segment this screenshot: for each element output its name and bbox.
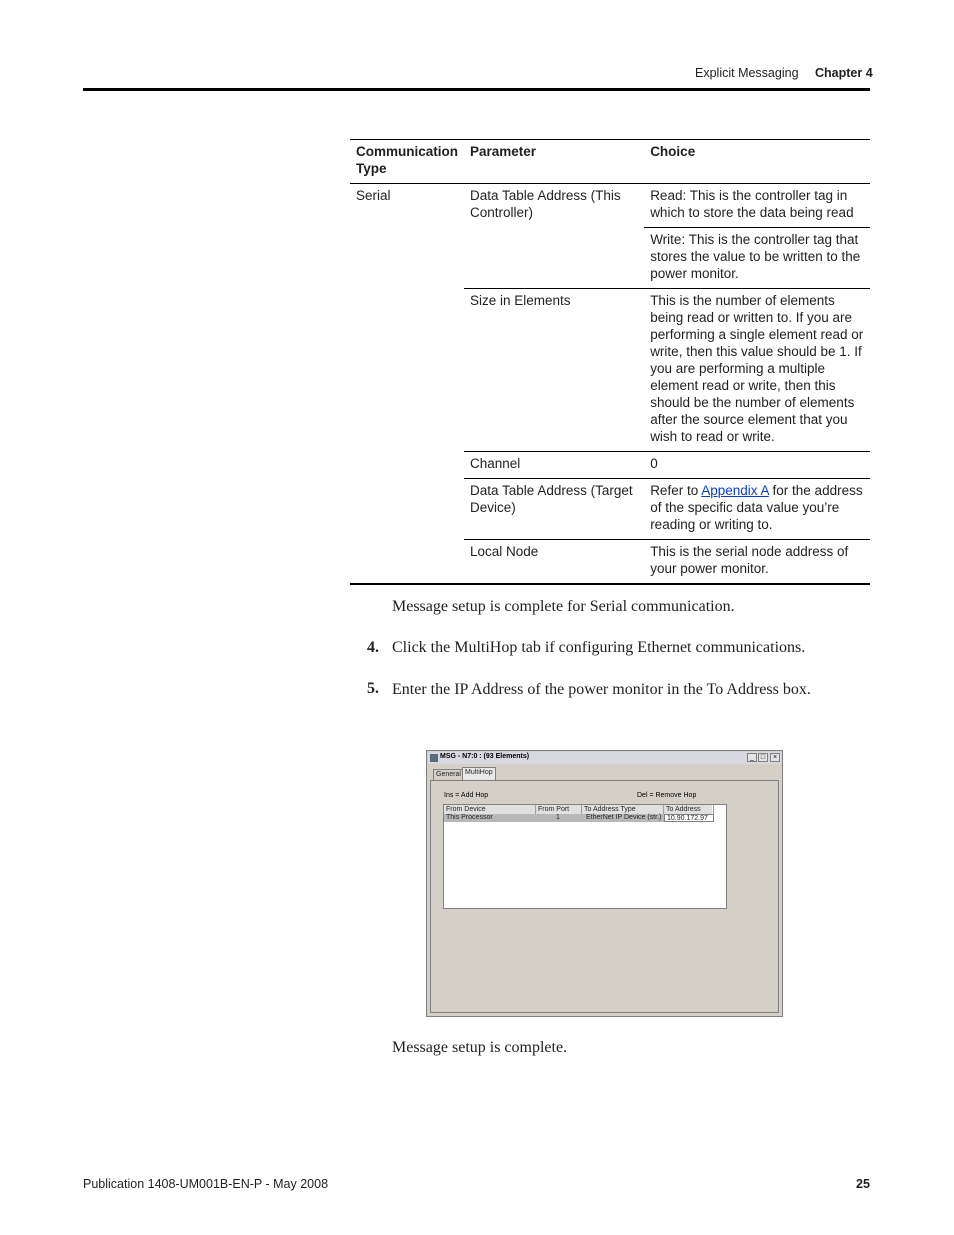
del-remove-hop-label: Del = Remove Hop	[637, 792, 697, 799]
col-header-communication-type: Communication Type	[350, 140, 464, 184]
choice-text-post: for the address of the specific data value you’re reading or writing to.	[650, 483, 863, 532]
close-button[interactable]: ×	[770, 753, 780, 762]
hop-grid[interactable]	[443, 804, 727, 909]
cell-choice: Read: This is the controller tag in which to store the data being read	[644, 184, 870, 228]
step-4-number: 4.	[367, 639, 379, 656]
cell-to-address-type[interactable]: EtherNet IP Device (str.)	[586, 814, 662, 821]
publication-footer: Publication 1408-UM001B-EN-P - May 2008	[83, 1177, 329, 1191]
cell-parameter: Channel	[464, 452, 644, 479]
cell-from-device: This Processor	[446, 814, 493, 821]
msg-dialog	[426, 750, 783, 1017]
cell-choice: This is the number of elements being read or written to. If you are performing a single element read or write, then this value should be 1. If you are performing a multiple element read or write, then this should be the number of elements after the source element that you wish to read or write.	[644, 289, 870, 452]
cell-parameter: Local Node	[464, 540, 644, 585]
col-header-parameter: Parameter	[464, 140, 644, 184]
running-header-chapter: Chapter 4	[815, 66, 873, 80]
col-from-device[interactable]: From Device	[444, 805, 536, 814]
dialog-title: MSG - N7:0 : (93 Elements)	[440, 753, 530, 760]
tab-general[interactable]: General	[433, 769, 464, 780]
cell-choice: Write: This is the controller tag that stores the value to be written to the power monitor.	[644, 228, 870, 289]
table-row[interactable]	[444, 814, 712, 822]
step-5-number: 5.	[367, 680, 379, 697]
appendix-a-link[interactable]: Appendix A	[701, 483, 769, 498]
cell-parameter: Size in Elements	[464, 289, 644, 452]
cell-communication-type: Serial	[350, 184, 464, 585]
tab-multihop[interactable]: MultiHop	[462, 767, 496, 780]
header-rule	[83, 88, 870, 91]
step-4-text: Click the MultiHop tab if configuring Ethernet communications.	[392, 639, 806, 656]
parameter-table	[350, 139, 870, 585]
maximize-button[interactable]: □	[758, 753, 768, 762]
cell-choice: This is the serial node address of your power monitor.	[644, 540, 870, 585]
to-address-input[interactable]: 10.90.172.97	[664, 814, 714, 822]
app-icon	[430, 754, 438, 762]
minimize-button[interactable]: _	[747, 753, 757, 762]
col-to-address-type[interactable]: To Address Type	[582, 805, 664, 814]
page-number: 25	[856, 1177, 870, 1191]
choice-text-pre: Refer to	[650, 483, 702, 498]
cell-parameter: Data Table Address (This Controller)	[464, 184, 644, 289]
col-to-address[interactable]: To Address	[664, 805, 714, 814]
dialog-title-bar	[428, 752, 781, 764]
table-header-row	[350, 140, 870, 184]
multihop-panel	[430, 780, 779, 1013]
col-from-port[interactable]: From Port	[536, 805, 582, 814]
cell-choice	[644, 479, 870, 540]
ins-add-hop-label: Ins = Add Hop	[444, 792, 489, 799]
cell-parameter: Data Table Address (Target Device)	[464, 479, 644, 540]
cell-choice: 0	[644, 452, 870, 479]
col-header-choice: Choice	[644, 140, 870, 184]
running-header-section: Explicit Messaging	[695, 66, 799, 80]
step-5-text: Enter the IP Address of the power monitor in the To Address box.	[392, 681, 811, 698]
setup-complete-text: Message setup is complete.	[392, 1039, 568, 1056]
table-row	[350, 184, 870, 228]
cell-from-port: 1	[556, 814, 560, 821]
serial-complete-text: Message setup is complete for Serial communication.	[392, 598, 735, 615]
